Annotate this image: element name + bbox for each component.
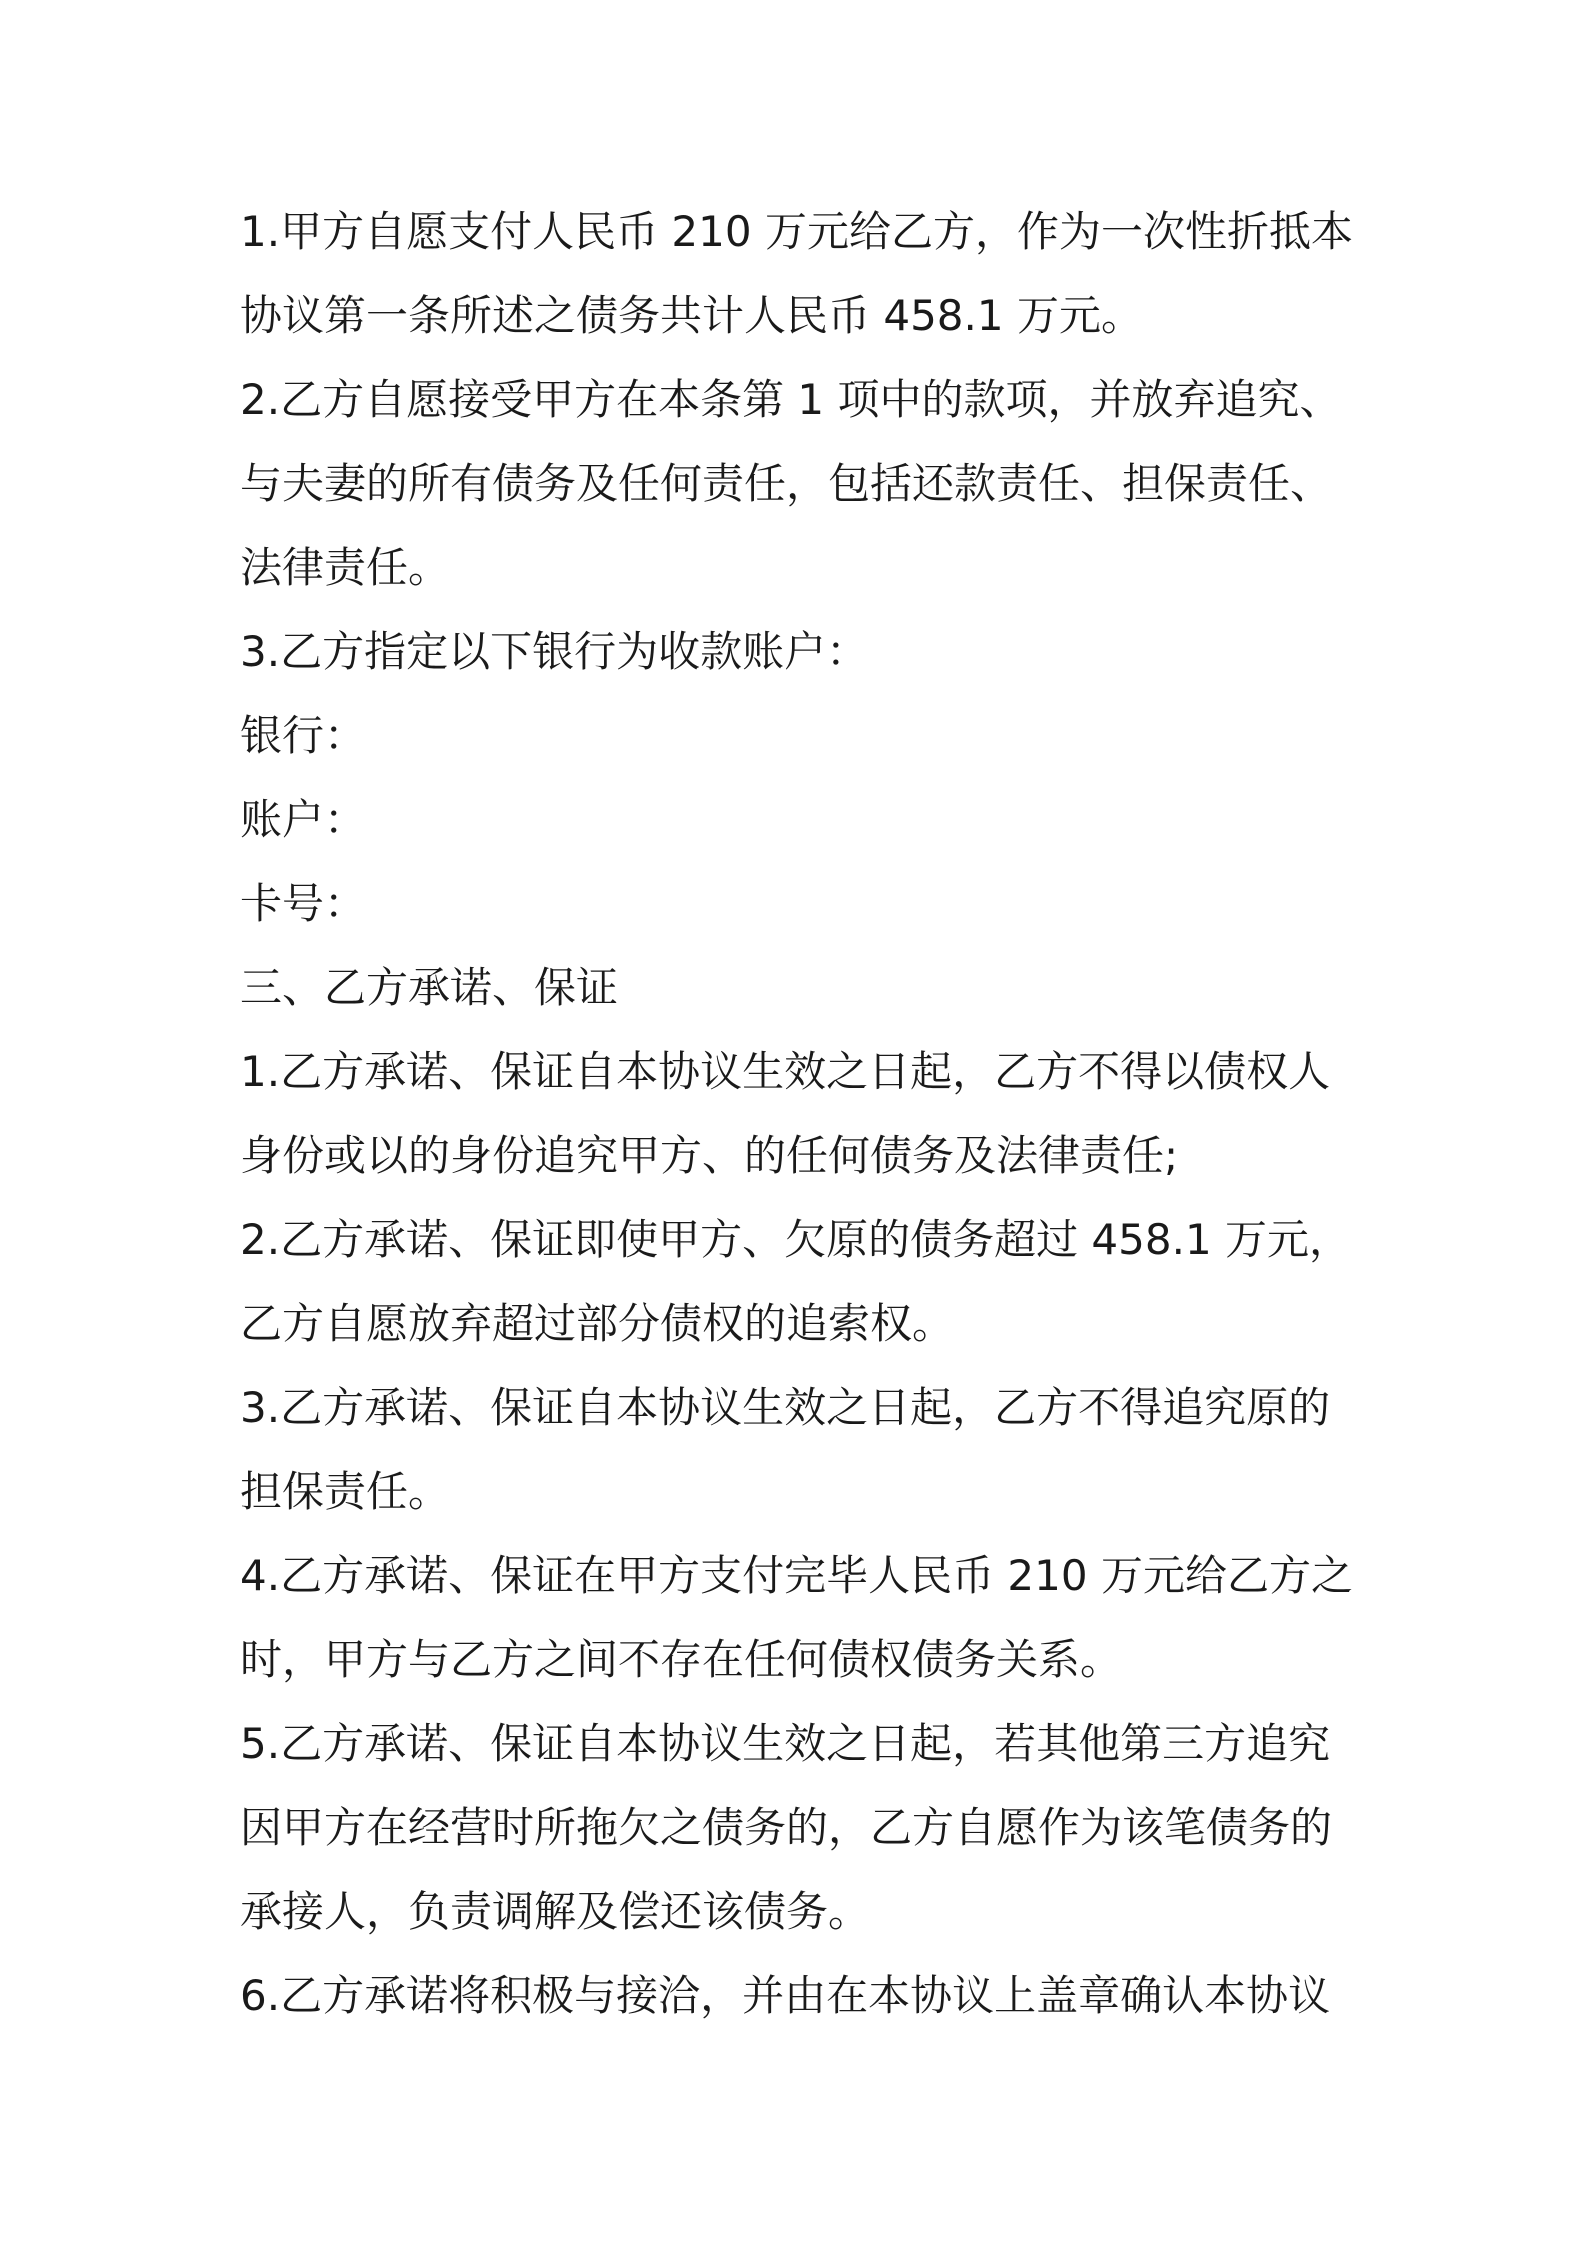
text-line: 1.乙方承诺、保证自本协议生效之日起，乙方不得以债权人 [240,1047,1331,1096]
text-line: 5.乙方承诺、保证自本协议生效之日起，若其他第三方追究 [240,1719,1331,1768]
text-line: 与夫妻的所有债务及任何责任，包括还款责任、担保责任、 [240,459,1333,508]
text-line: 4.乙方承诺、保证在甲方支付完毕人民币 210 万元给乙方之 [240,1551,1353,1600]
text-line: 2.乙方自愿接受甲方在本条第 1 项中的款项，并放弃追究、 [240,375,1342,424]
text-line: 承接人，负责调解及偿还该债务。 [240,1887,871,1936]
document-body [240,190,1360,2038]
text-line: 3.乙方指定以下银行为收款账户： [240,627,869,676]
text-line: 法律责任。 [240,543,451,592]
account-field-label: 账户： [240,795,367,844]
text-line: 6.乙方承诺将积极与接洽，并由在本协议上盖章确认本协议 [240,1971,1331,2020]
text-line: 时，甲方与乙方之间不存在任何债权债务关系。 [240,1635,1123,1684]
text-line: 1.甲方自愿支付人民币 210 万元给乙方，作为一次性折抵本 [240,207,1353,256]
text-line: 2.乙方承诺、保证即使甲方、欠原的债务超过 458.1 万元， [240,1215,1352,1264]
text-line: 因甲方在经营时所拖欠之债务的，乙方自愿作为该笔债务的 [240,1803,1333,1852]
text-line: 担保责任。 [240,1467,451,1516]
text-line: 3.乙方承诺、保证自本协议生效之日起，乙方不得追究原的 [240,1383,1331,1432]
card-number-field-label: 卡号： [240,879,367,928]
text-line: 身份或以的身份追究甲方、的任何债务及法律责任; [240,1131,1179,1180]
text-line: 协议第一条所述之债务共计人民币 458.1 万元。 [240,291,1143,340]
text-line: 乙方自愿放弃超过部分债权的追索权。 [240,1299,955,1348]
section-heading: 三、乙方承诺、保证 [240,963,619,1012]
bank-field-label: 银行： [240,711,367,760]
